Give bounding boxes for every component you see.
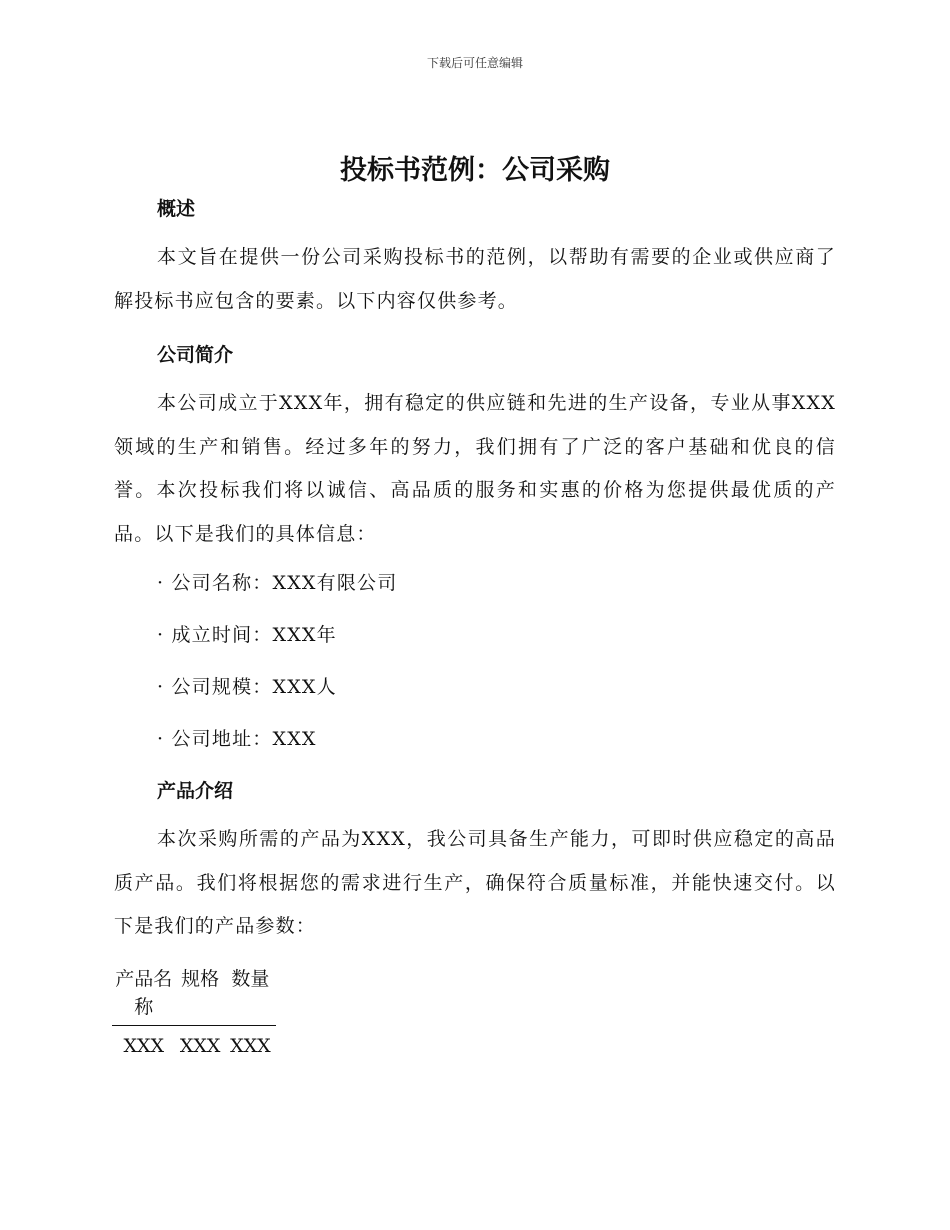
header-note: 下载后可任意编辑 [426,56,523,70]
section-heading-company: 公司简介 [157,344,234,366]
bullet-founded: · 成立时间：XXX年 [157,624,337,646]
table-cell: XXX [123,1035,165,1057]
bullet-scale: · 公司规模：XXX人 [157,676,337,698]
table-header-cell: 产品名称 [115,968,173,1018]
document-title: 投标书范例：公司采购 [340,155,610,186]
table-header-row [112,965,276,1026]
bullet-address: · 公司地址：XXX [157,728,317,750]
paragraph-company: 本公司成立于XXX年，拥有稳定的供应链和先进的生产设备，专业从事XXX领域的生产和销售。经过多年的努力，我们拥有了广泛的客户基础和优良的信誉。本次投标我们将以诚信、高品质的服务和实惠的价格为您提供最优质的产品。以下是我们的具体信息： [114,392,836,545]
product-parameter-table [112,965,276,1060]
table-header-cell: 规格 [181,968,220,990]
table-cell: XXX [230,1035,271,1057]
bullet-company-name: · 公司名称：XXX有限公司 [157,572,398,594]
section-heading-overview: 概述 [157,198,196,220]
table-cell: XXX [179,1035,221,1057]
paragraph-overview: 本文旨在提供一份公司采购投标书的范例，以帮助有需要的企业或供应商了解投标书应包含的要素。以下内容仅供参考。 [114,246,836,312]
table-header-cell: 数量 [231,968,270,990]
paragraph-product: 本次采购所需的产品为XXX，我公司具备生产能力，可即时供应稳定的高品质产品。我们将根据您的需求进行生产，确保符合质量标准，并能快速交付。以下是我们的产品参数： [114,828,836,937]
section-heading-product: 产品介绍 [157,780,234,802]
table-row [112,1026,276,1061]
